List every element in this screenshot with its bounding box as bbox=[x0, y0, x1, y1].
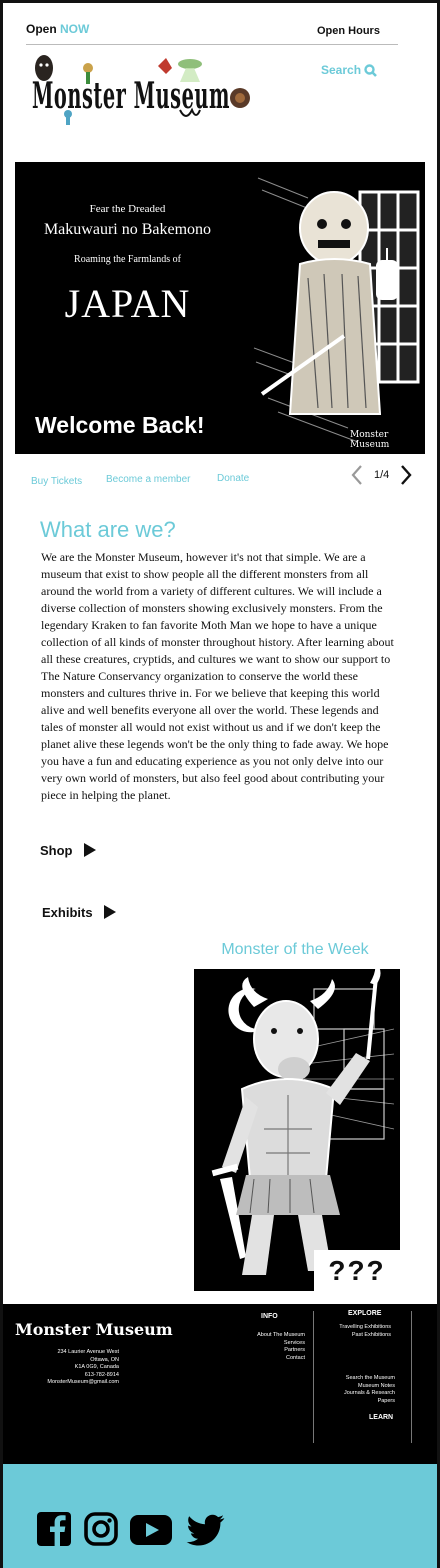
open-status: Open NOW bbox=[26, 22, 90, 36]
site-logo[interactable] bbox=[30, 50, 252, 128]
buy-tickets-link[interactable]: Buy Tickets bbox=[31, 476, 83, 487]
chevron-left-icon[interactable] bbox=[350, 464, 364, 486]
footer-link-papers[interactable]: Papers bbox=[377, 1397, 395, 1404]
exhibits-link[interactable] bbox=[42, 904, 117, 920]
footer-link-journals[interactable]: Journals & Research bbox=[343, 1390, 395, 1396]
footer-info-heading: INFO bbox=[261, 1313, 278, 1320]
footer-logo[interactable]: Monster Museum bbox=[15, 1320, 173, 1339]
become-member-link[interactable]: Become a member bbox=[106, 474, 191, 485]
footer-link-past[interactable]: Past Exhibitions bbox=[351, 1331, 391, 1338]
facebook-icon[interactable] bbox=[37, 1512, 71, 1546]
footer-link-contact[interactable]: Contact bbox=[286, 1354, 305, 1361]
footer-link-partners[interactable]: Partners bbox=[284, 1347, 305, 1353]
hero-signature: Monster Museum bbox=[350, 430, 390, 450]
shop-link[interactable] bbox=[40, 842, 97, 858]
footer-info-list bbox=[239, 1332, 305, 1362]
footer-link-notes[interactable]: Museum Notes bbox=[358, 1382, 395, 1389]
youtube-icon[interactable] bbox=[130, 1515, 172, 1545]
footer-explore-list bbox=[319, 1324, 391, 1339]
minotaur-illustration bbox=[194, 969, 400, 1291]
about-body: We are the Monster Museum, however it's not that simple. We are a museum that exist to show people all the different monsters from all around the world from a variety of different cultures. We will include a diverse collection of monsters showing exclusively monsters. From the legendary Kraken to fan favorite Moth Man we hope to have a unique collection of all kinds of monster throughout history. After learning about all these creatures, cryptids, and cultures we want to show our support to The Nature Conservancy organization to conserve the world these monsters and cultures thrive in. For we believe that keeping this world alive and well benefits everyone all over the world. These legends and tales of monster all would not exist without us and if we don't keep the planet alive these legends won't be the only thing to fade away. We hope you have a fun and educating experience as you not only delve into our very own world of monsters, but also feel good about contributing your piece in helping the planet. bbox=[41, 550, 394, 802]
footer-link-services[interactable]: Services bbox=[283, 1339, 305, 1346]
donate-link[interactable]: Donate bbox=[217, 473, 250, 484]
logo-wordmark: Monster Museum bbox=[32, 75, 230, 117]
exhibits-label: Exhibits bbox=[42, 904, 93, 920]
search-button[interactable] bbox=[321, 63, 377, 77]
hero-pager bbox=[350, 464, 413, 486]
welcome-message: Welcome Back! bbox=[35, 412, 205, 438]
play-arrow-icon bbox=[83, 842, 97, 858]
footer-explore-heading: EXPLORE bbox=[348, 1310, 382, 1317]
hero-line-1: Fear the Dreaded bbox=[89, 203, 166, 215]
footer-divider bbox=[313, 1311, 314, 1443]
hero-line-2: Makuwauri no Bakemono bbox=[43, 221, 212, 238]
header-divider bbox=[26, 44, 398, 45]
mystery-label: ??? bbox=[314, 1250, 400, 1291]
search-icon bbox=[364, 64, 377, 77]
social-bar bbox=[3, 1464, 437, 1568]
open-status-value: NOW bbox=[60, 22, 90, 36]
hero-headline: JAPAN bbox=[64, 281, 191, 326]
site-footer bbox=[3, 1304, 437, 1464]
footer-address: 234 Laurier Avenue West Ottawa, ON K1A 0G9, Canada 613-782-8914 MonsterMuseum@gmail.com bbox=[15, 1349, 119, 1387]
hero-line-3: Roaming the Farmlands of bbox=[74, 254, 181, 265]
about-title: What are we? bbox=[40, 517, 176, 542]
open-hours-link[interactable]: Open Hours bbox=[317, 25, 380, 37]
search-label: Search bbox=[321, 63, 362, 77]
footer-link-search[interactable]: Search the Museum bbox=[345, 1375, 395, 1381]
monster-of-week-card[interactable] bbox=[194, 969, 400, 1291]
footer-email[interactable]: MonsterMuseum@gmail.com bbox=[47, 1379, 119, 1385]
play-arrow-icon bbox=[103, 904, 117, 920]
pager-count: 1/4 bbox=[374, 469, 390, 481]
hero-monster-illustration bbox=[248, 168, 425, 454]
twitter-icon[interactable] bbox=[187, 1514, 225, 1546]
chevron-right-icon[interactable] bbox=[399, 464, 413, 486]
footer-link-travelling[interactable]: Travelling Exhibitions bbox=[339, 1324, 391, 1330]
footer-divider bbox=[411, 1311, 412, 1443]
instagram-icon[interactable] bbox=[84, 1512, 118, 1546]
hero-banner[interactable] bbox=[15, 162, 425, 454]
monster-of-week-title: Monster of the Week bbox=[221, 941, 369, 958]
footer-learn-heading: LEARN bbox=[369, 1414, 394, 1421]
shop-label: Shop bbox=[40, 842, 73, 858]
footer-learn-list bbox=[319, 1375, 395, 1405]
footer-link-about[interactable]: About The Museum bbox=[257, 1332, 305, 1338]
